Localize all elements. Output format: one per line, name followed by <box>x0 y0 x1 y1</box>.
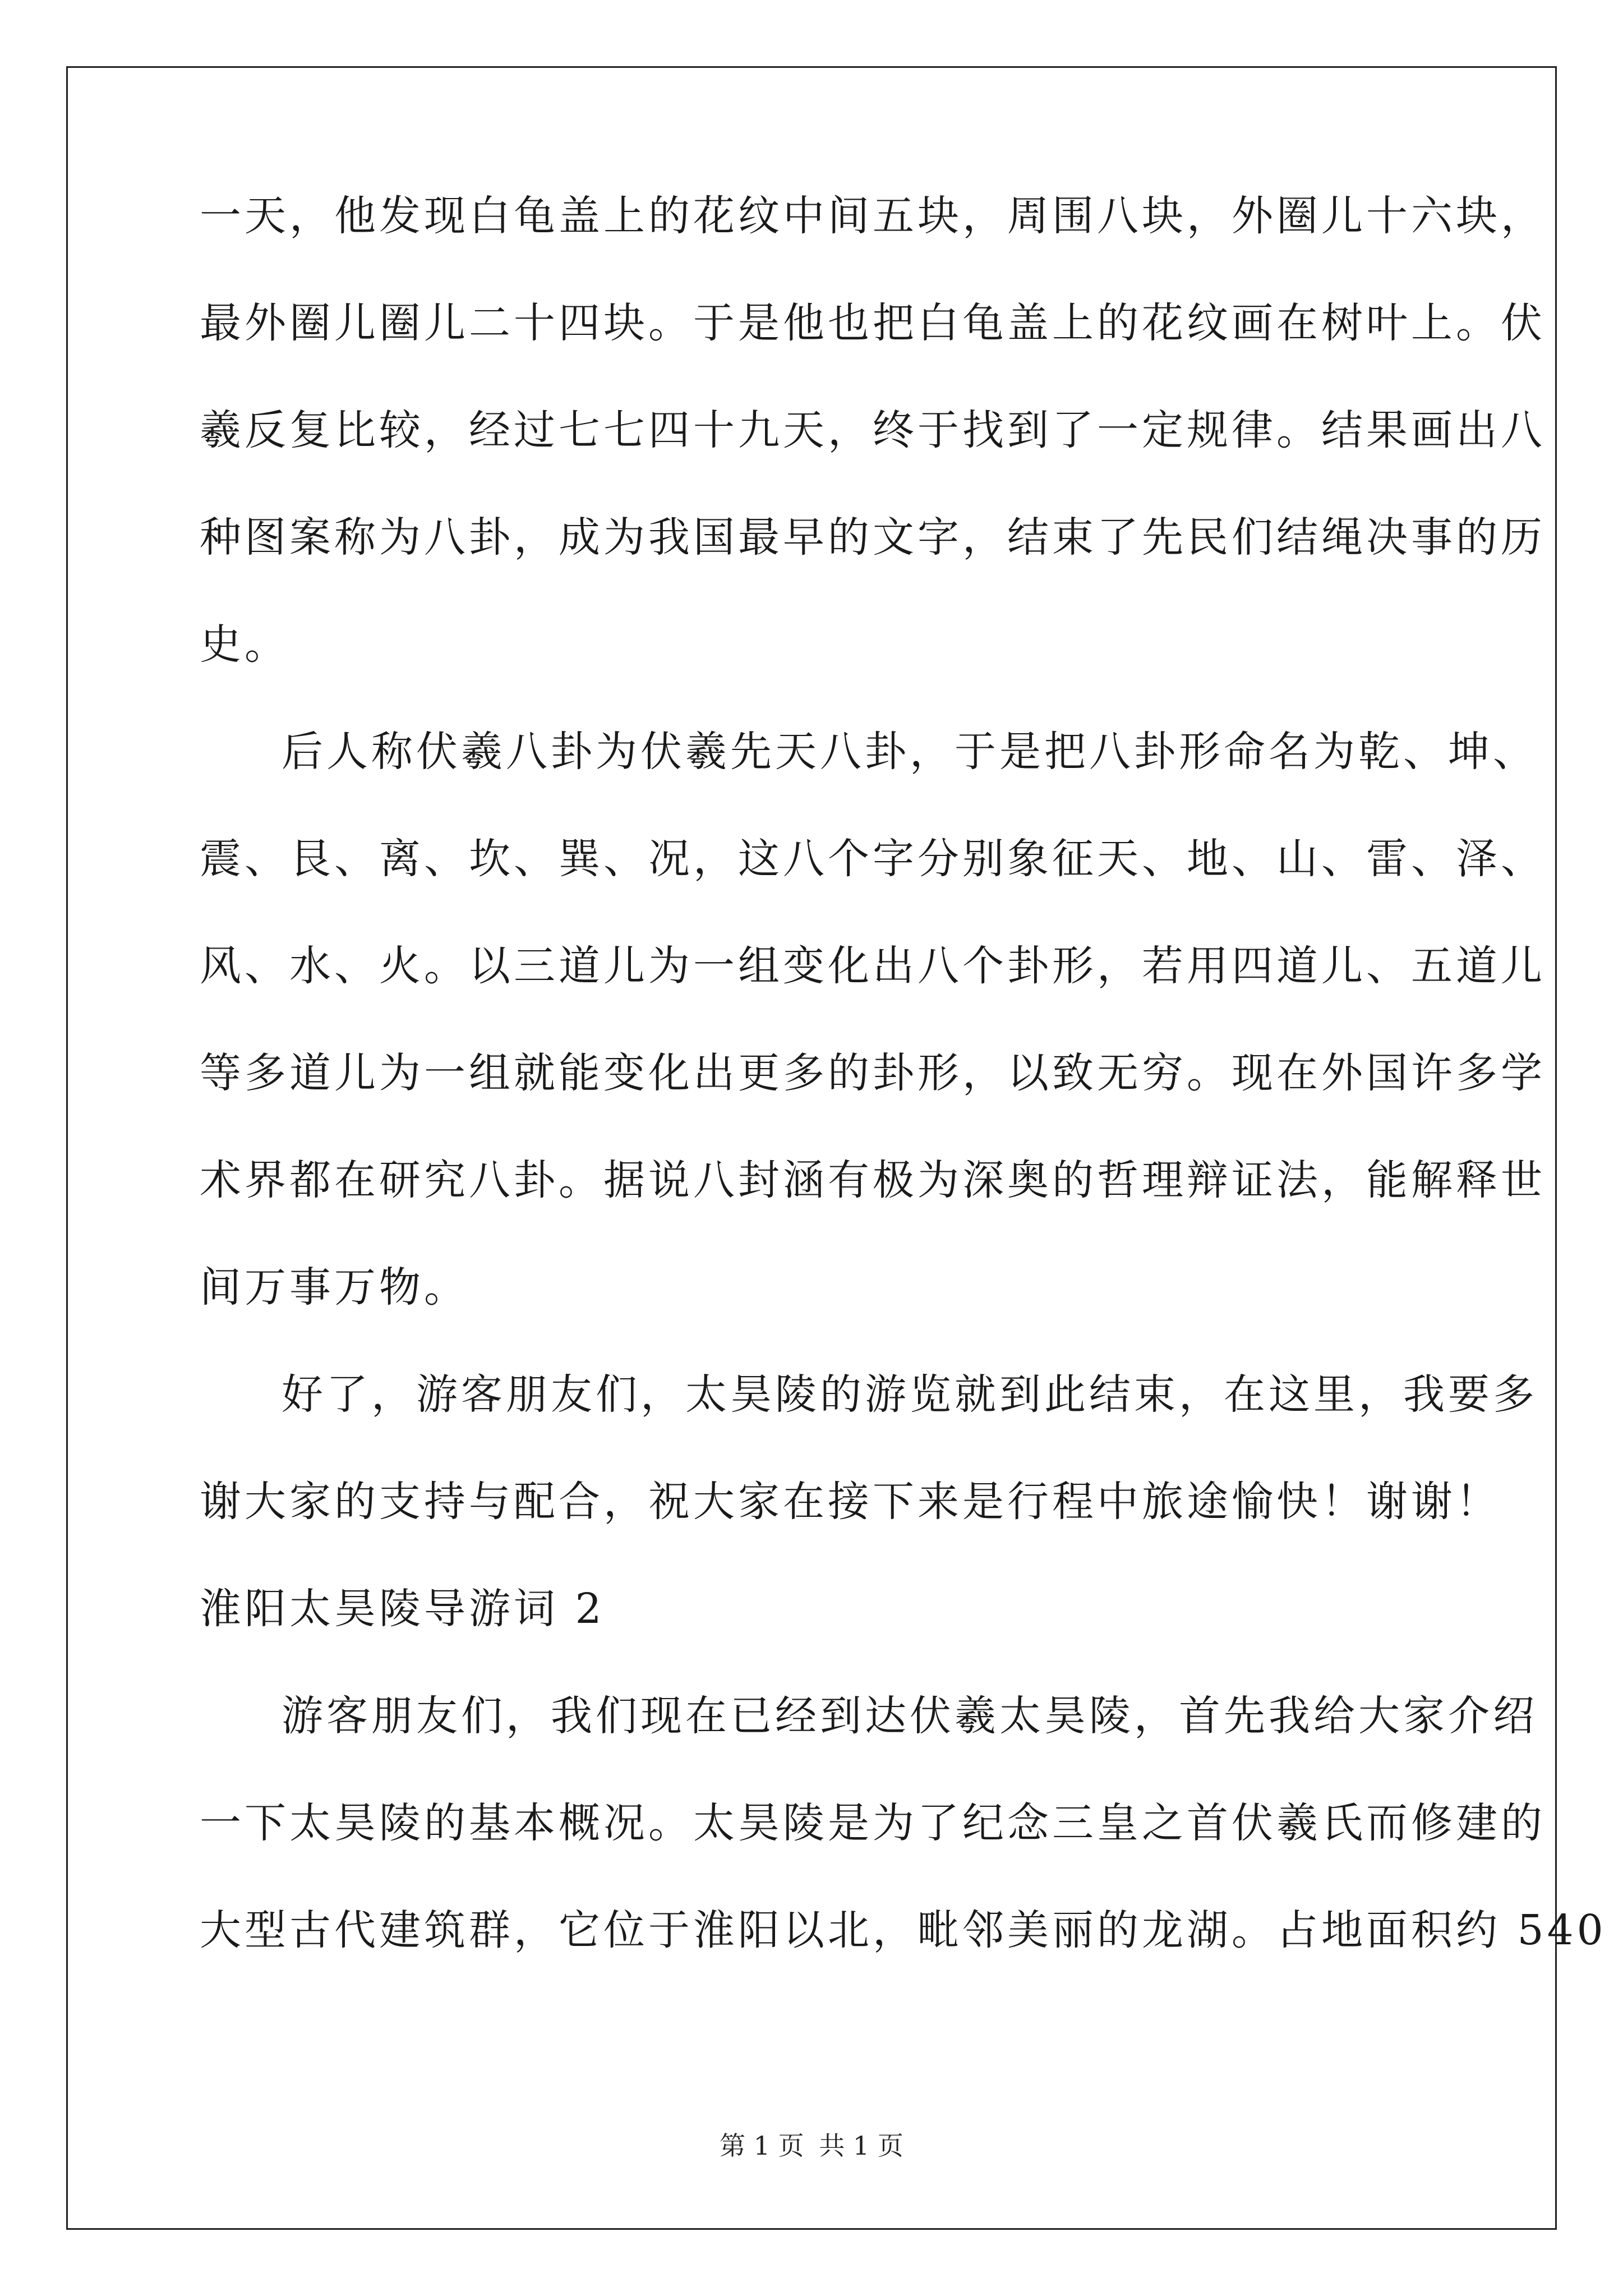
text-line: 等多道儿为一组就能变化出更多的卦形，以致无穷。现在外国许多学 <box>200 1049 1546 1097</box>
text-line: 一下太昊陵的基本概况。太昊陵是为了纪念三皇之首伏羲氏而修建的 <box>200 1799 1546 1847</box>
paragraph-first-line: 好了，游客朋友们，太昊陵的游览就到此结束，在这里，我要多 <box>282 1370 1538 1419</box>
text-line: 史。 <box>200 620 289 669</box>
text-line: 风、水、火。以三道儿为一组变化出八个卦形，若用四道儿、五道儿 <box>200 942 1546 990</box>
paragraph-first-line: 后人称伏羲八卦为伏羲先天八卦，于是把八卦形命名为乾、坤、 <box>282 728 1538 776</box>
page-total: 共 1 页 <box>819 2131 903 2161</box>
text-line: 术界都在研究八卦。据说八封涵有极为深奥的哲理辩证法，能解释世 <box>200 1156 1546 1204</box>
section-heading: 淮阳太昊陵导游词 2 <box>200 1585 605 1633</box>
page-footer <box>0 2129 1623 2162</box>
text-line: 最外圈儿圈儿二十四块。于是他也把白龟盖上的花纹画在树叶上。伏 <box>200 299 1546 347</box>
text-line: 谢大家的支持与配合，祝大家在接下来是行程中旅途愉快！谢谢！ <box>200 1478 1501 1526</box>
paragraph-first-line: 游客朋友们，我们现在已经到达伏羲太昊陵，首先我给大家介绍 <box>282 1692 1538 1740</box>
page-number: 第 1 页 <box>720 2131 804 2161</box>
text-line: 一天，他发现白龟盖上的花纹中间五块，周围八块，外圈儿十六块， <box>200 192 1546 240</box>
text-line: 种图案称为八卦，成为我国最早的文字，结束了先民们结绳决事的历 <box>200 513 1546 562</box>
text-line: 间万事万物。 <box>200 1263 469 1312</box>
text-line: 震、艮、离、坎、巽、况，这八个字分别象征天、地、山、雷、泽、 <box>200 835 1546 883</box>
text-line: 羲反复比较，经过七七四十九天，终于找到了一定规律。结果画出八 <box>200 406 1546 454</box>
text-line: 大型古代建筑群，它位于淮阳以北，毗邻美丽的龙湖。占地面积约 540 <box>200 1906 1607 1954</box>
